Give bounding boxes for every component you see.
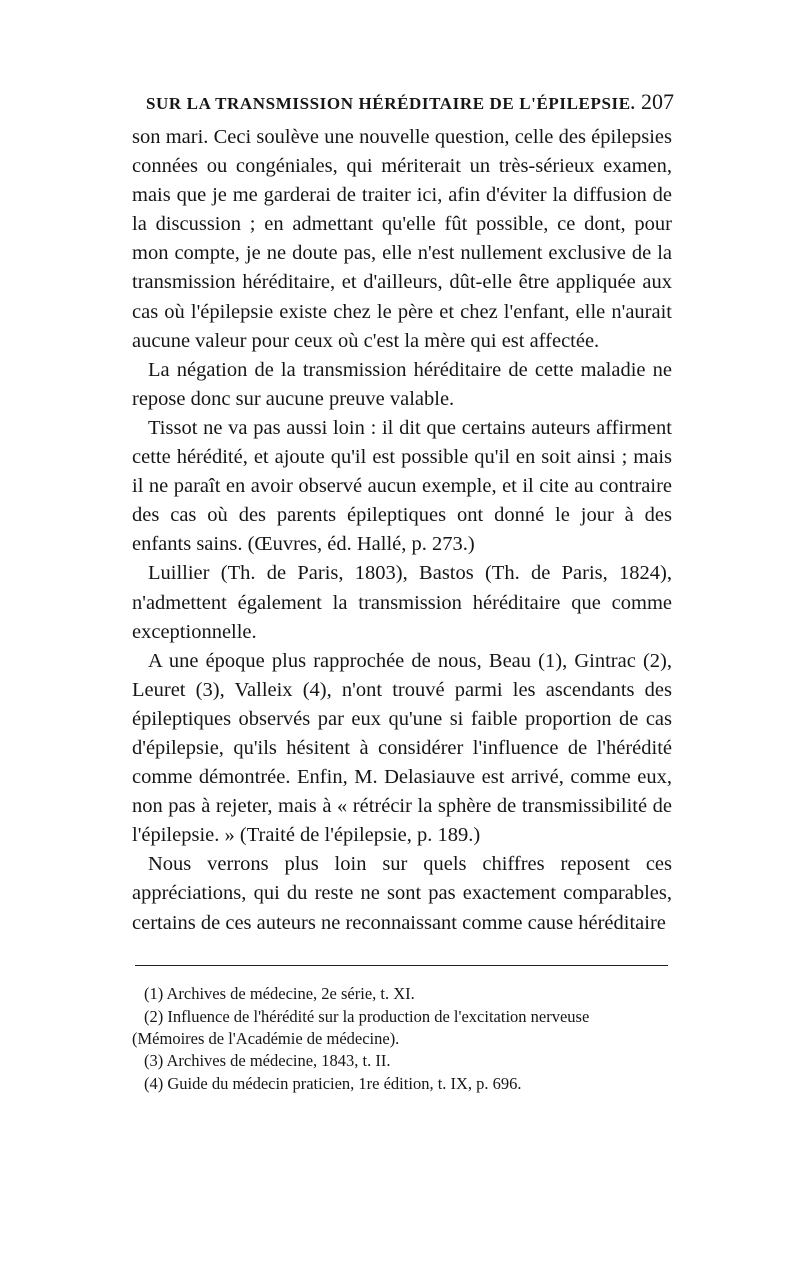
running-title: SUR LA TRANSMISSION HÉRÉDITAIRE DE L'ÉPILEPSIE. [146, 94, 636, 113]
footnotes [132, 983, 672, 1096]
paragraph: Luillier (Th. de Paris, 1803), Bastos (Th. de Paris, 1824), n'admettent également la transmission héréditaire que comme exceptionnelle. [132, 562, 672, 643]
footnote-separator [135, 965, 668, 966]
footnote: (4) Guide du médecin praticien, 1re édition, t. IX, p. 696. [144, 1074, 522, 1094]
footnote-continuation: (Mémoires de l'Académie de médecine). [132, 1028, 400, 1048]
footnote: (1) Archives de médecine, 2e série, t. XI. [144, 984, 415, 1003]
body-text [132, 123, 672, 938]
footnote: (2) Influence de l'hérédité sur la production de l'excitation nerveuse [144, 1006, 590, 1026]
footnote: (3) Archives de médecine, 1843, t. II. [144, 1051, 391, 1071]
paragraph: A une époque plus rapprochée de nous, Beau (1), Gintrac (2), Leuret (3), Valleix (4), n'ont trouvé parmi les ascendants des épileptiques observés par eux qu'une si faible proportion de cas d'épilepsie, qu'ils hésitent à considérer l'influence de l'hérédité comme démontrée. Enfin, M. Delasiauve est arrivé, comme eux, non pas à rejeter, mais à « rétrécir la sphère de transmissibilité de l'épilepsie. » (Traité de l'épilepsie, p. 189.) [132, 649, 672, 847]
running-header [146, 89, 674, 114]
paragraph: Tissot ne va pas aussi loin : il dit que certains auteurs affirment cette hérédité, et ajoute qu'il est possible qu'il en soit ainsi ; mais il ne paraît en avoir observé aucun exemple, et il cite au contraire des cas où des parents épileptiques ont donné le jour à des enfants sains. (Œuvres, éd. Hallé, p. 273.) [132, 416, 672, 556]
paragraph: La négation de la transmission héréditaire de cette maladie ne repose donc sur aucune preuve valable. [132, 358, 672, 410]
page-number: 207 [641, 89, 674, 114]
paragraph: son mari. Ceci soulève une nouvelle question, celle des épilepsies connées ou congéniales, qui mériterait un très-sérieux examen, mais que je me garderai de traiter ici, afin d'éviter la diffusion de la discussion ; en admettant qu'elle fût possible, ce dont, pour mon compte, je ne doute pas, elle n'est nullement exclusive de la transmission héréditaire, et d'ailleurs, dût-elle être appliquée aux cas où l'épilepsie existe chez le père et chez l'enfant, elle n'aurait aucune valeur pour ceux où c'est la mère qui est affectée. [132, 126, 672, 352]
paragraph: Nous verrons plus loin sur quels chiffres reposent ces appréciations, qui du reste ne sont pas exactement comparables, certains de ces auteurs ne reconnaissant comme cause héréditaire [132, 853, 672, 934]
